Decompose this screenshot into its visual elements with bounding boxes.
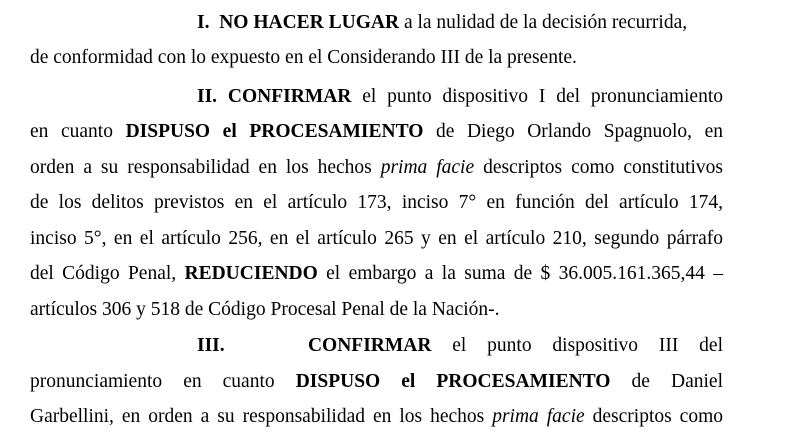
paragraph-3-line-3 — [30, 404, 723, 430]
paragraph-2-line-1 — [30, 84, 723, 110]
paragraph-2-line-2 — [30, 119, 723, 145]
paragraph-3-numeral: III. — [197, 335, 225, 356]
paragraph-3-text: el punto dispositivo III del — [431, 335, 723, 356]
paragraph-1-action: NO HACER LUGAR — [219, 12, 400, 33]
paragraph-1-text: a la nulidad de la decisión recurrida, — [399, 12, 688, 33]
paragraph-1-line-1 — [30, 10, 723, 36]
paragraph-3-line-1 — [30, 333, 723, 359]
paragraph-1-numeral: I. — [197, 12, 210, 33]
bold-run: DISPUSO el PROCESAMIENTO — [295, 371, 611, 392]
bold-run: DISPUSO el PROCESAMIENTO — [125, 121, 424, 142]
text-run: de Daniel — [610, 371, 723, 392]
paragraph-3-line-2 — [30, 369, 723, 395]
paragraph-2-line-4: de los delitos previstos en el artículo 173, inciso 7° en función del artículo 174, — [30, 192, 723, 213]
text-run: el embargo a la suma de $ 36.005.161.365,44 – — [317, 263, 723, 284]
italic-run: prima facie — [380, 157, 475, 178]
paragraph-1-line-2: de conformidad con lo expuesto en el Considerando III de la presente. — [30, 47, 577, 68]
paragraph-2-line-5: inciso 5°, en el artículo 256, en el artículo 265 y en el artículo 210, segundo párrafo — [30, 228, 723, 249]
text-run: del Código Penal, — [30, 263, 185, 284]
bold-run: REDUCIENDO — [184, 263, 318, 284]
text-run: orden a su responsabilidad en los hechos — [30, 157, 381, 178]
paragraph-2-numeral: II. — [197, 86, 218, 107]
text-run: de Diego Orlando Spagnuolo, en — [423, 121, 723, 142]
paragraph-2-line-7: artículos 306 y 518 de Código Procesal Penal de la Nación-. — [30, 299, 500, 320]
text-run: Garbellini, en orden a su responsabilidad en los hechos — [30, 406, 493, 427]
text-run: descriptos como constitutivos — [474, 157, 724, 178]
paragraph-2-line-3 — [30, 155, 723, 181]
text-run: en cuanto — [30, 121, 126, 142]
text-run: descriptos como — [584, 406, 724, 427]
text-run: pronunciamiento en cuanto — [30, 371, 296, 392]
paragraph-2-action: CONFIRMAR — [227, 86, 352, 107]
paragraph-3-action: CONFIRMAR — [307, 335, 432, 356]
italic-run: prima facie — [492, 406, 585, 427]
paragraph-2-text: el punto dispositivo I del pronunciamiento — [351, 86, 723, 107]
paragraph-2-line-6 — [30, 261, 723, 287]
